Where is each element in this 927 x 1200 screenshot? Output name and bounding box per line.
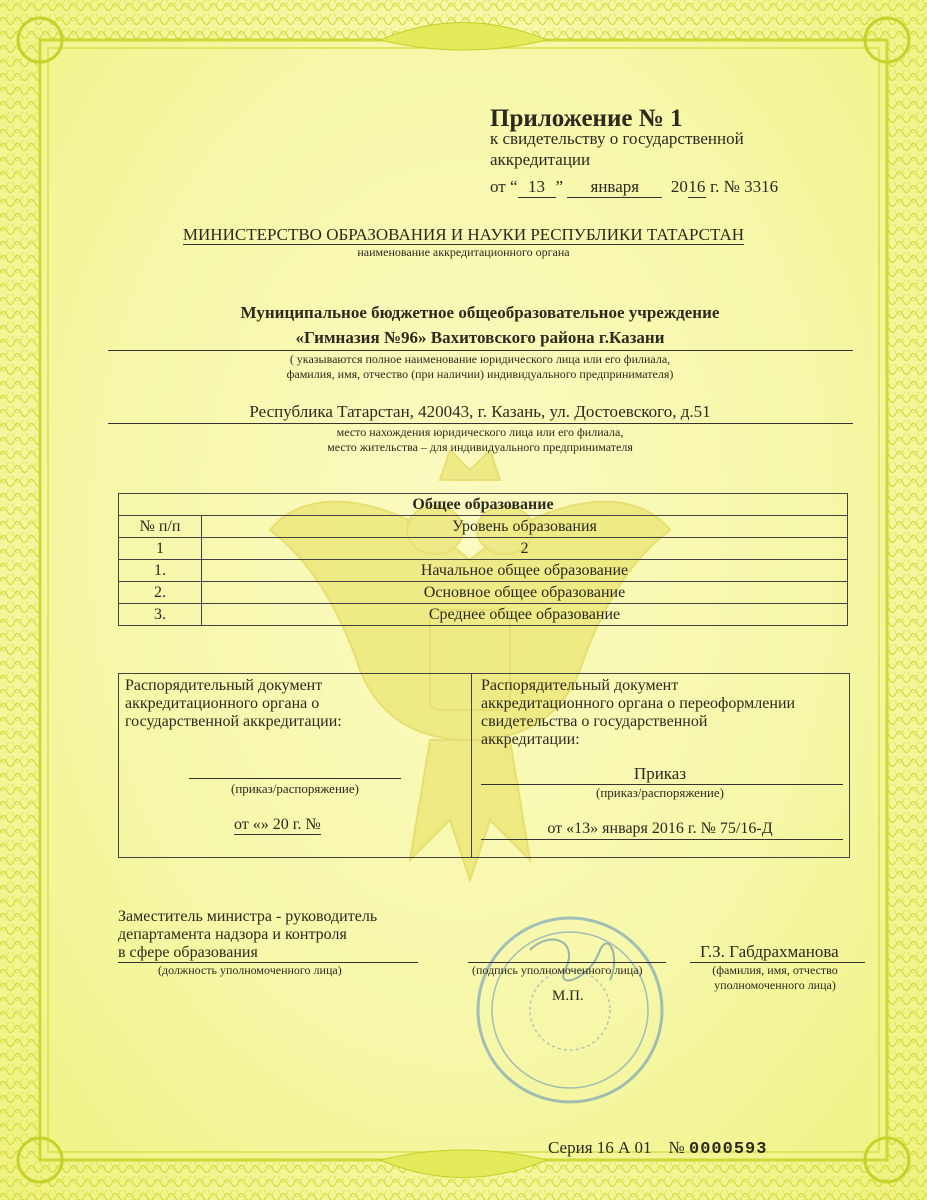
organization-caption-line2: фамилия, имя, отчество (при наличии) индивидуального предпринимателя) bbox=[286, 367, 674, 381]
right-doc-line1: Распорядительный документ bbox=[481, 677, 679, 694]
series-number: 0000593 bbox=[689, 1140, 768, 1159]
address-underline bbox=[108, 423, 853, 424]
row-num: 1. bbox=[119, 560, 202, 582]
administrative-documents-box bbox=[118, 673, 850, 858]
address-caption-line1: место нахождения юридического лица или его филиала, bbox=[336, 425, 624, 439]
appendix-subtitle-line2: аккредитации bbox=[490, 150, 591, 169]
signer-position-line3: в сфере образования bbox=[118, 944, 258, 961]
right-doc-line4: аккредитации: bbox=[481, 731, 580, 748]
row-num: 2. bbox=[119, 582, 202, 604]
table-row bbox=[119, 560, 848, 582]
signer-name-caption-line2: уполномоченного лица) bbox=[714, 978, 836, 992]
right-doc-line2: аккредитационного органа о переоформлении bbox=[481, 695, 796, 712]
table-row bbox=[119, 604, 848, 626]
table-title: Общее образование bbox=[119, 494, 848, 516]
from-prefix: от “ bbox=[490, 177, 518, 196]
official-stamp bbox=[470, 910, 670, 1110]
appendix-date-line bbox=[490, 177, 778, 198]
organization-caption-line1: ( указываются полное наименование юридического лица или его филиала, bbox=[289, 352, 671, 366]
address-value: Республика Татарстан, 420043, г. Казань, ул. Достоевского, д.51 bbox=[249, 402, 711, 421]
year-prefix: 20 bbox=[670, 177, 688, 196]
organization-name bbox=[110, 300, 850, 350]
education-table bbox=[118, 493, 848, 626]
right-doc-date: от «13» января 2016 г. № 75/16-Д bbox=[547, 820, 773, 837]
signer-position bbox=[118, 908, 377, 962]
authority-caption: наименование аккредитационного органа bbox=[357, 245, 570, 259]
organization-underline bbox=[108, 350, 853, 351]
address-caption-line2: место жительства – для индивидуального предпринимателя bbox=[327, 440, 633, 454]
left-doc-underline bbox=[189, 778, 401, 779]
signer-name-caption bbox=[700, 963, 850, 993]
left-doc-date: от «» 20 г. № bbox=[234, 816, 321, 833]
right-doc-caption: (приказ/распоряжение) bbox=[596, 785, 724, 800]
header-level: Уровень образования bbox=[202, 516, 848, 538]
organization-caption bbox=[110, 352, 850, 382]
address-caption bbox=[110, 425, 850, 455]
left-doc-line1: Распорядительный документ bbox=[125, 677, 323, 694]
table-row bbox=[119, 582, 848, 604]
appendix-day: 13 bbox=[518, 177, 556, 198]
appendix-month: января bbox=[567, 177, 662, 198]
organization-line1: Муниципальное бюджетное общеобразовательное учреждение bbox=[240, 303, 720, 322]
quote-close: ” bbox=[555, 177, 564, 196]
table-header-row bbox=[119, 516, 848, 538]
row-num: 3. bbox=[119, 604, 202, 626]
left-doc-line2: аккредитационного органа о bbox=[125, 695, 320, 712]
row-level: Среднее общее образование bbox=[202, 604, 848, 626]
appendix-title: Приложение № 1 bbox=[490, 105, 683, 132]
stamp-label: М.П. bbox=[552, 988, 584, 1004]
authority-name-text: МИНИСТЕРСТВО ОБРАЗОВАНИЯ И НАУКИ РЕСПУБЛИКИ ТАТАРСТАН bbox=[182, 225, 745, 244]
certificate-series bbox=[548, 1138, 767, 1159]
index-num: 1 bbox=[119, 538, 202, 560]
table-title-row bbox=[119, 494, 848, 516]
right-doc-line3: свидетельства о государственной bbox=[481, 713, 708, 730]
right-doc-value: Приказ bbox=[633, 764, 687, 783]
right-doc-date-underline bbox=[481, 839, 843, 840]
authority-name bbox=[0, 225, 927, 245]
appendix-number: г. № 3316 bbox=[710, 177, 779, 196]
signature-caption: (подпись уполномоченного лица) bbox=[472, 963, 643, 977]
index-level: 2 bbox=[202, 538, 848, 560]
appendix-subtitle-line1: к свидетельству о государственной bbox=[490, 129, 744, 148]
appendix-subtitle bbox=[490, 128, 790, 170]
signer-name: Г.З. Габдрахманова bbox=[700, 942, 839, 961]
series-number-label: № bbox=[668, 1138, 685, 1157]
left-doc-line3: государственной аккредитации: bbox=[125, 713, 342, 730]
row-level: Основное общее образование bbox=[202, 582, 848, 604]
left-doc-caption: (приказ/распоряжение) bbox=[231, 781, 359, 796]
series-label: Серия 16 А 01 bbox=[548, 1138, 652, 1157]
signer-position-line2: департамента надзора и контроля bbox=[118, 926, 347, 943]
row-level: Начальное общее образование bbox=[202, 560, 848, 582]
signer-position-caption: (должность уполномоченного лица) bbox=[158, 963, 342, 977]
organization-line2: «Гимназия №96» Вахитовского района г.Казани bbox=[295, 328, 665, 347]
header-num: № п/п bbox=[119, 516, 202, 538]
year-suffix: 16 bbox=[688, 177, 706, 196]
table-index-row bbox=[119, 538, 848, 560]
signer-position-line1: Заместитель министра - руководитель bbox=[118, 908, 378, 925]
signer-name-caption-line1: (фамилия, имя, отчество bbox=[712, 963, 838, 977]
